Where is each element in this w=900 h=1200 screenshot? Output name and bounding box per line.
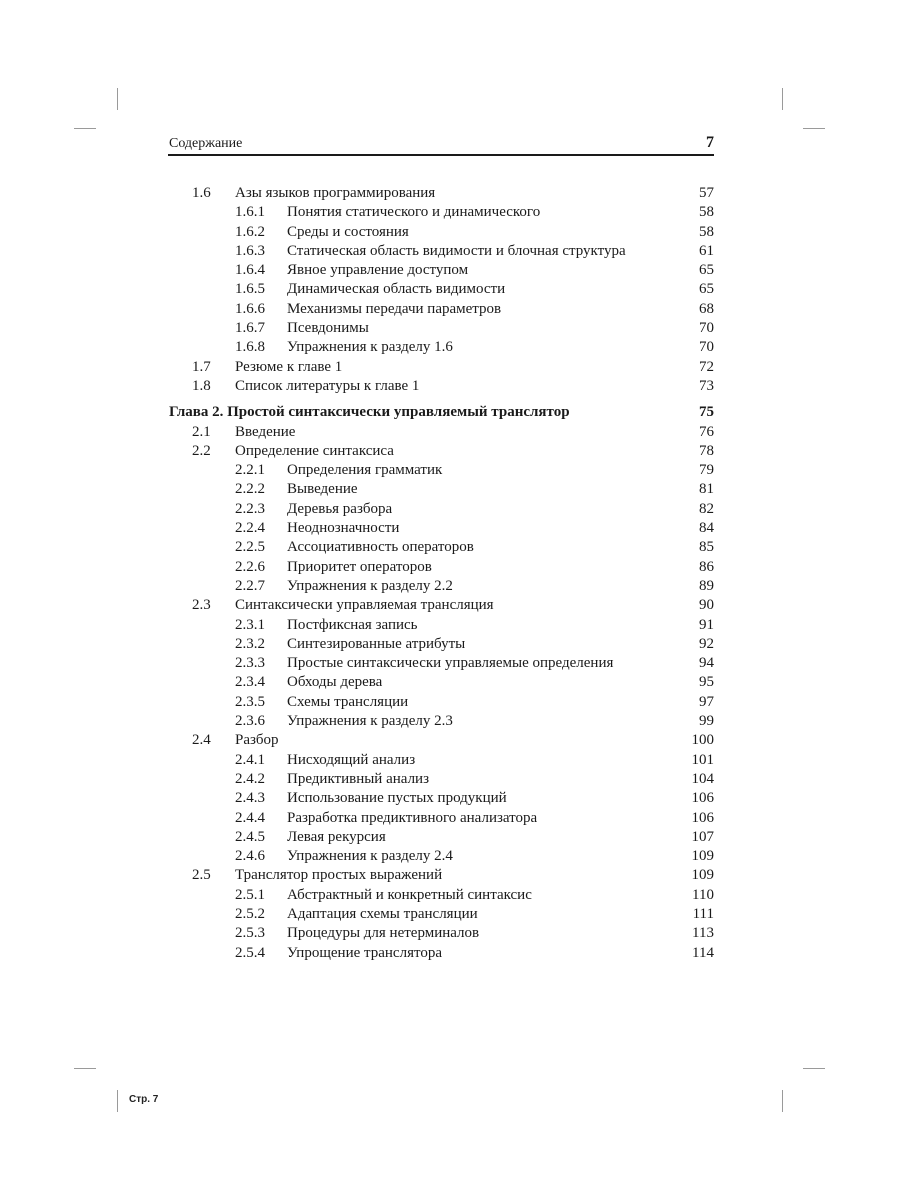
toc-entry-number: 2.4.6 <box>235 848 265 865</box>
toc-entry-title: Понятия статического и динамического <box>287 204 541 221</box>
section-title: Содержание <box>169 136 243 151</box>
toc-entry-title: Резюме к главе 1 <box>235 358 343 375</box>
crop-mark <box>74 128 96 129</box>
toc-group-chapter-1 <box>168 184 714 396</box>
toc-entry-page: 97 <box>699 693 714 710</box>
toc-entry-number: 2.2.5 <box>235 539 265 556</box>
toc-entry-page: 113 <box>692 925 714 942</box>
toc-entry-number: 1.8 <box>192 377 211 394</box>
toc-entry[interactable] <box>168 300 714 319</box>
toc-entry-number: 2.3.2 <box>235 635 265 652</box>
toc-entry[interactable] <box>168 319 714 338</box>
toc-entry-title: Определение синтаксиса <box>235 442 394 459</box>
crop-mark <box>117 1090 118 1112</box>
toc-entry-page: 78 <box>699 442 714 459</box>
toc-entry-number: 2.1 <box>192 423 211 440</box>
toc-entry-number: 1.6.8 <box>235 339 265 356</box>
toc-entry-number: 1.6.6 <box>235 300 265 317</box>
toc-entry-page: 73 <box>699 377 714 394</box>
toc-entry[interactable] <box>168 809 714 828</box>
toc-entry-page: 106 <box>691 809 714 826</box>
crop-mark <box>803 1068 825 1069</box>
toc-entry-number: 2.2.2 <box>235 481 265 498</box>
toc-entry-page: 81 <box>699 481 714 498</box>
toc-entry-title: Упражнения к разделу 2.4 <box>287 848 453 865</box>
toc-entry[interactable] <box>168 828 714 847</box>
toc-entry-title: Процедуры для нетерминалов <box>287 925 480 942</box>
toc-entry-title: Простые синтаксически управляемые определения <box>287 655 614 672</box>
toc-entry[interactable] <box>168 924 714 943</box>
toc-entry-title: Явное управление доступом <box>287 262 469 279</box>
toc-entry-page: 104 <box>691 770 714 787</box>
toc-entry-number: 1.6 <box>192 185 211 201</box>
toc-entry-number: 2.4.1 <box>235 751 265 768</box>
toc-entry-title: Разработка предиктивного анализатора <box>287 809 538 826</box>
toc-entry-title: Приоритет операторов <box>287 558 432 575</box>
toc-entry-page: 90 <box>699 597 714 614</box>
toc-entry-number: 2.5.4 <box>235 944 265 961</box>
toc-entry-page: 100 <box>691 732 714 749</box>
toc-entry[interactable] <box>168 712 714 731</box>
toc-entry-number: 1.6.7 <box>235 320 265 337</box>
toc-entry[interactable] <box>168 500 714 519</box>
toc-entry-page: 101 <box>691 751 714 768</box>
toc-entry-page: 99 <box>699 713 714 730</box>
toc-entry-number: 2.3.4 <box>235 674 265 691</box>
toc-entry[interactable] <box>168 558 714 577</box>
toc-entry-page: 76 <box>699 423 714 440</box>
toc-entry-page: 92 <box>699 635 714 652</box>
toc-entry[interactable] <box>168 223 714 242</box>
toc-entry-number: 2.4 <box>192 732 211 749</box>
toc-entry-title: Псевдонимы <box>287 320 369 337</box>
toc-entry-title: Адаптация схемы трансляции <box>287 905 478 922</box>
toc-entry-title: Предиктивный анализ <box>287 770 430 787</box>
toc-entry-title: Определения грамматик <box>287 462 443 479</box>
toc-entry-title: Обходы дерева <box>287 674 383 691</box>
toc-entry-page: 75 <box>699 404 714 421</box>
toc-entry-title: Абстрактный и конкретный синтаксис <box>287 886 532 903</box>
toc-entry-title: Упрощение транслятора <box>287 944 442 961</box>
page-number: 7 <box>706 134 714 151</box>
toc-entry-number: 2.3 <box>192 597 211 614</box>
toc-entry-title: Среды и состояния <box>287 223 409 240</box>
toc-entry-page: 86 <box>699 558 714 575</box>
toc-entry-number: 2.5.2 <box>235 905 265 922</box>
toc-entry[interactable] <box>168 886 714 905</box>
toc-entry-page: 114 <box>692 944 714 961</box>
toc-entry-title: Синтаксически управляемая трансляция <box>235 597 494 614</box>
toc-entry-number: 2.2 <box>192 442 211 459</box>
toc-entry-title: Постфиксная запись <box>287 616 418 633</box>
toc-entry[interactable] <box>168 519 714 538</box>
toc-entry[interactable] <box>168 338 714 357</box>
toc-entry-number: 2.3.6 <box>235 713 265 730</box>
toc-entry[interactable] <box>168 280 714 299</box>
toc-entry-page: 61 <box>699 242 714 259</box>
toc-entry-page: 82 <box>699 500 714 517</box>
toc-entry-title: Схемы трансляции <box>287 693 409 710</box>
toc-entry[interactable] <box>168 616 714 635</box>
toc-entry-title: Деревья разбора <box>287 500 393 517</box>
toc-entry-number: 2.3.5 <box>235 693 265 710</box>
toc-entry[interactable] <box>168 635 714 654</box>
toc-entry[interactable] <box>168 693 714 712</box>
toc-entry[interactable] <box>168 442 714 461</box>
toc-entry-number: 2.5.1 <box>235 886 265 903</box>
toc-entry-title: Глава 2. Простой синтаксически управляемый транслятор <box>169 404 570 421</box>
toc-entry-title: Список литературы к главе 1 <box>235 377 420 394</box>
toc-entry-number: 2.5.3 <box>235 925 265 942</box>
toc-entry-page: 58 <box>699 204 714 221</box>
toc-entry[interactable] <box>168 261 714 280</box>
table-of-contents <box>168 184 714 963</box>
toc-entry-number: 1.6.3 <box>235 242 265 259</box>
toc-entry[interactable] <box>168 480 714 499</box>
toc-entry-page: 85 <box>699 539 714 556</box>
toc-entry-page: 109 <box>691 848 714 865</box>
toc-entry-number: 1.6.2 <box>235 223 265 240</box>
toc-entry-title: Азы языков программирования <box>235 185 436 201</box>
toc-entry-page: 58 <box>699 223 714 240</box>
toc-entry[interactable] <box>168 423 714 442</box>
toc-entry[interactable] <box>168 461 714 480</box>
toc-entry[interactable] <box>168 538 714 557</box>
toc-entry[interactable] <box>168 905 714 924</box>
toc-chapter-heading[interactable] <box>168 403 714 422</box>
toc-entry-number: 2.3.3 <box>235 655 265 672</box>
toc-entry-page: 65 <box>699 262 714 279</box>
toc-entry-title: Разбор <box>235 732 279 749</box>
toc-entry-title: Использование пустых продукций <box>287 790 507 807</box>
toc-entry-number: 2.3.1 <box>235 616 265 633</box>
toc-entry[interactable] <box>168 358 714 377</box>
toc-entry[interactable] <box>168 770 714 789</box>
toc-entry[interactable] <box>168 847 714 866</box>
toc-entry-number: 2.2.7 <box>235 577 265 594</box>
toc-entry-number: 2.2.4 <box>235 520 265 537</box>
running-head <box>168 134 714 156</box>
toc-entry-page: 109 <box>691 867 714 884</box>
toc-entry-title: Механизмы передачи параметров <box>287 300 502 317</box>
toc-entry-number: 1.7 <box>192 358 211 375</box>
toc-entry[interactable] <box>168 751 714 770</box>
toc-entry-number: 1.6.1 <box>235 204 265 221</box>
crop-mark <box>74 1068 96 1069</box>
toc-entry-title: Динамическая область видимости <box>287 281 506 298</box>
toc-entry-number: 2.2.1 <box>235 462 265 479</box>
toc-entry-title: Упражнения к разделу 2.3 <box>287 713 453 730</box>
toc-entry[interactable] <box>168 596 714 615</box>
toc-entry-page: 106 <box>691 790 714 807</box>
toc-entry-title: Упражнения к разделу 1.6 <box>287 339 453 356</box>
toc-group-chapter-2 <box>168 423 714 963</box>
toc-entry-page: 110 <box>692 886 714 903</box>
toc-entry-number: 2.4.5 <box>235 828 265 845</box>
toc-entry[interactable] <box>168 654 714 673</box>
crop-mark <box>803 128 825 129</box>
toc-entry-title: Транслятор простых выражений <box>235 867 443 884</box>
crop-mark <box>782 88 783 110</box>
toc-entry-number: 2.4.4 <box>235 809 265 826</box>
toc-entry-page: 79 <box>699 462 714 479</box>
toc-entry-number: 1.6.4 <box>235 262 265 279</box>
toc-entry-page: 94 <box>699 655 714 672</box>
toc-entry-page: 68 <box>699 300 714 317</box>
toc-entry-number: 1.6.5 <box>235 281 265 298</box>
toc-entry[interactable] <box>168 377 714 396</box>
toc-entry[interactable] <box>168 242 714 261</box>
toc-entry-title: Нисходящий анализ <box>287 751 416 768</box>
toc-entry-title: Ассоциативность операторов <box>287 539 474 556</box>
toc-entry-number: 2.4.2 <box>235 770 265 787</box>
toc-entry[interactable] <box>168 673 714 692</box>
toc-entry-page: 107 <box>691 828 714 845</box>
toc-entry-page: 111 <box>692 905 714 922</box>
toc-entry[interactable] <box>168 203 714 222</box>
toc-entry-title: Упражнения к разделу 2.2 <box>287 577 453 594</box>
crop-mark <box>117 88 118 110</box>
toc-entry-page: 89 <box>699 577 714 594</box>
toc-entry-number: 2.5 <box>192 867 211 884</box>
toc-entry-page: 70 <box>699 339 714 356</box>
toc-entry-title: Введение <box>235 423 296 440</box>
toc-entry-page: 57 <box>699 185 714 201</box>
toc-entry-number: 2.2.6 <box>235 558 265 575</box>
toc-entry[interactable] <box>168 577 714 596</box>
toc-entry[interactable] <box>168 944 714 963</box>
page-footer-label: Стр. 7 <box>129 1094 159 1105</box>
toc-entry-title: Выведение <box>287 481 358 498</box>
toc-entry-title: Статическая область видимости и блочная структура <box>287 242 626 259</box>
toc-entry-number: 2.2.3 <box>235 500 265 517</box>
crop-mark <box>782 1090 783 1112</box>
toc-entry-title: Неоднозначности <box>287 520 400 537</box>
toc-entry-page: 65 <box>699 281 714 298</box>
toc-entry-page: 70 <box>699 320 714 337</box>
toc-entry[interactable] <box>168 789 714 808</box>
toc-entry-page: 95 <box>699 674 714 691</box>
toc-entry-number: 2.4.3 <box>235 790 265 807</box>
toc-entry[interactable] <box>168 184 714 203</box>
toc-entry-title: Синтезированные атрибуты <box>287 635 466 652</box>
toc-entry[interactable] <box>168 731 714 750</box>
toc-entry-page: 91 <box>699 616 714 633</box>
toc-entry-title: Левая рекурсия <box>287 828 386 845</box>
toc-entry-page: 84 <box>699 520 714 537</box>
toc-entry-page: 72 <box>699 358 714 375</box>
toc-entry[interactable] <box>168 866 714 885</box>
